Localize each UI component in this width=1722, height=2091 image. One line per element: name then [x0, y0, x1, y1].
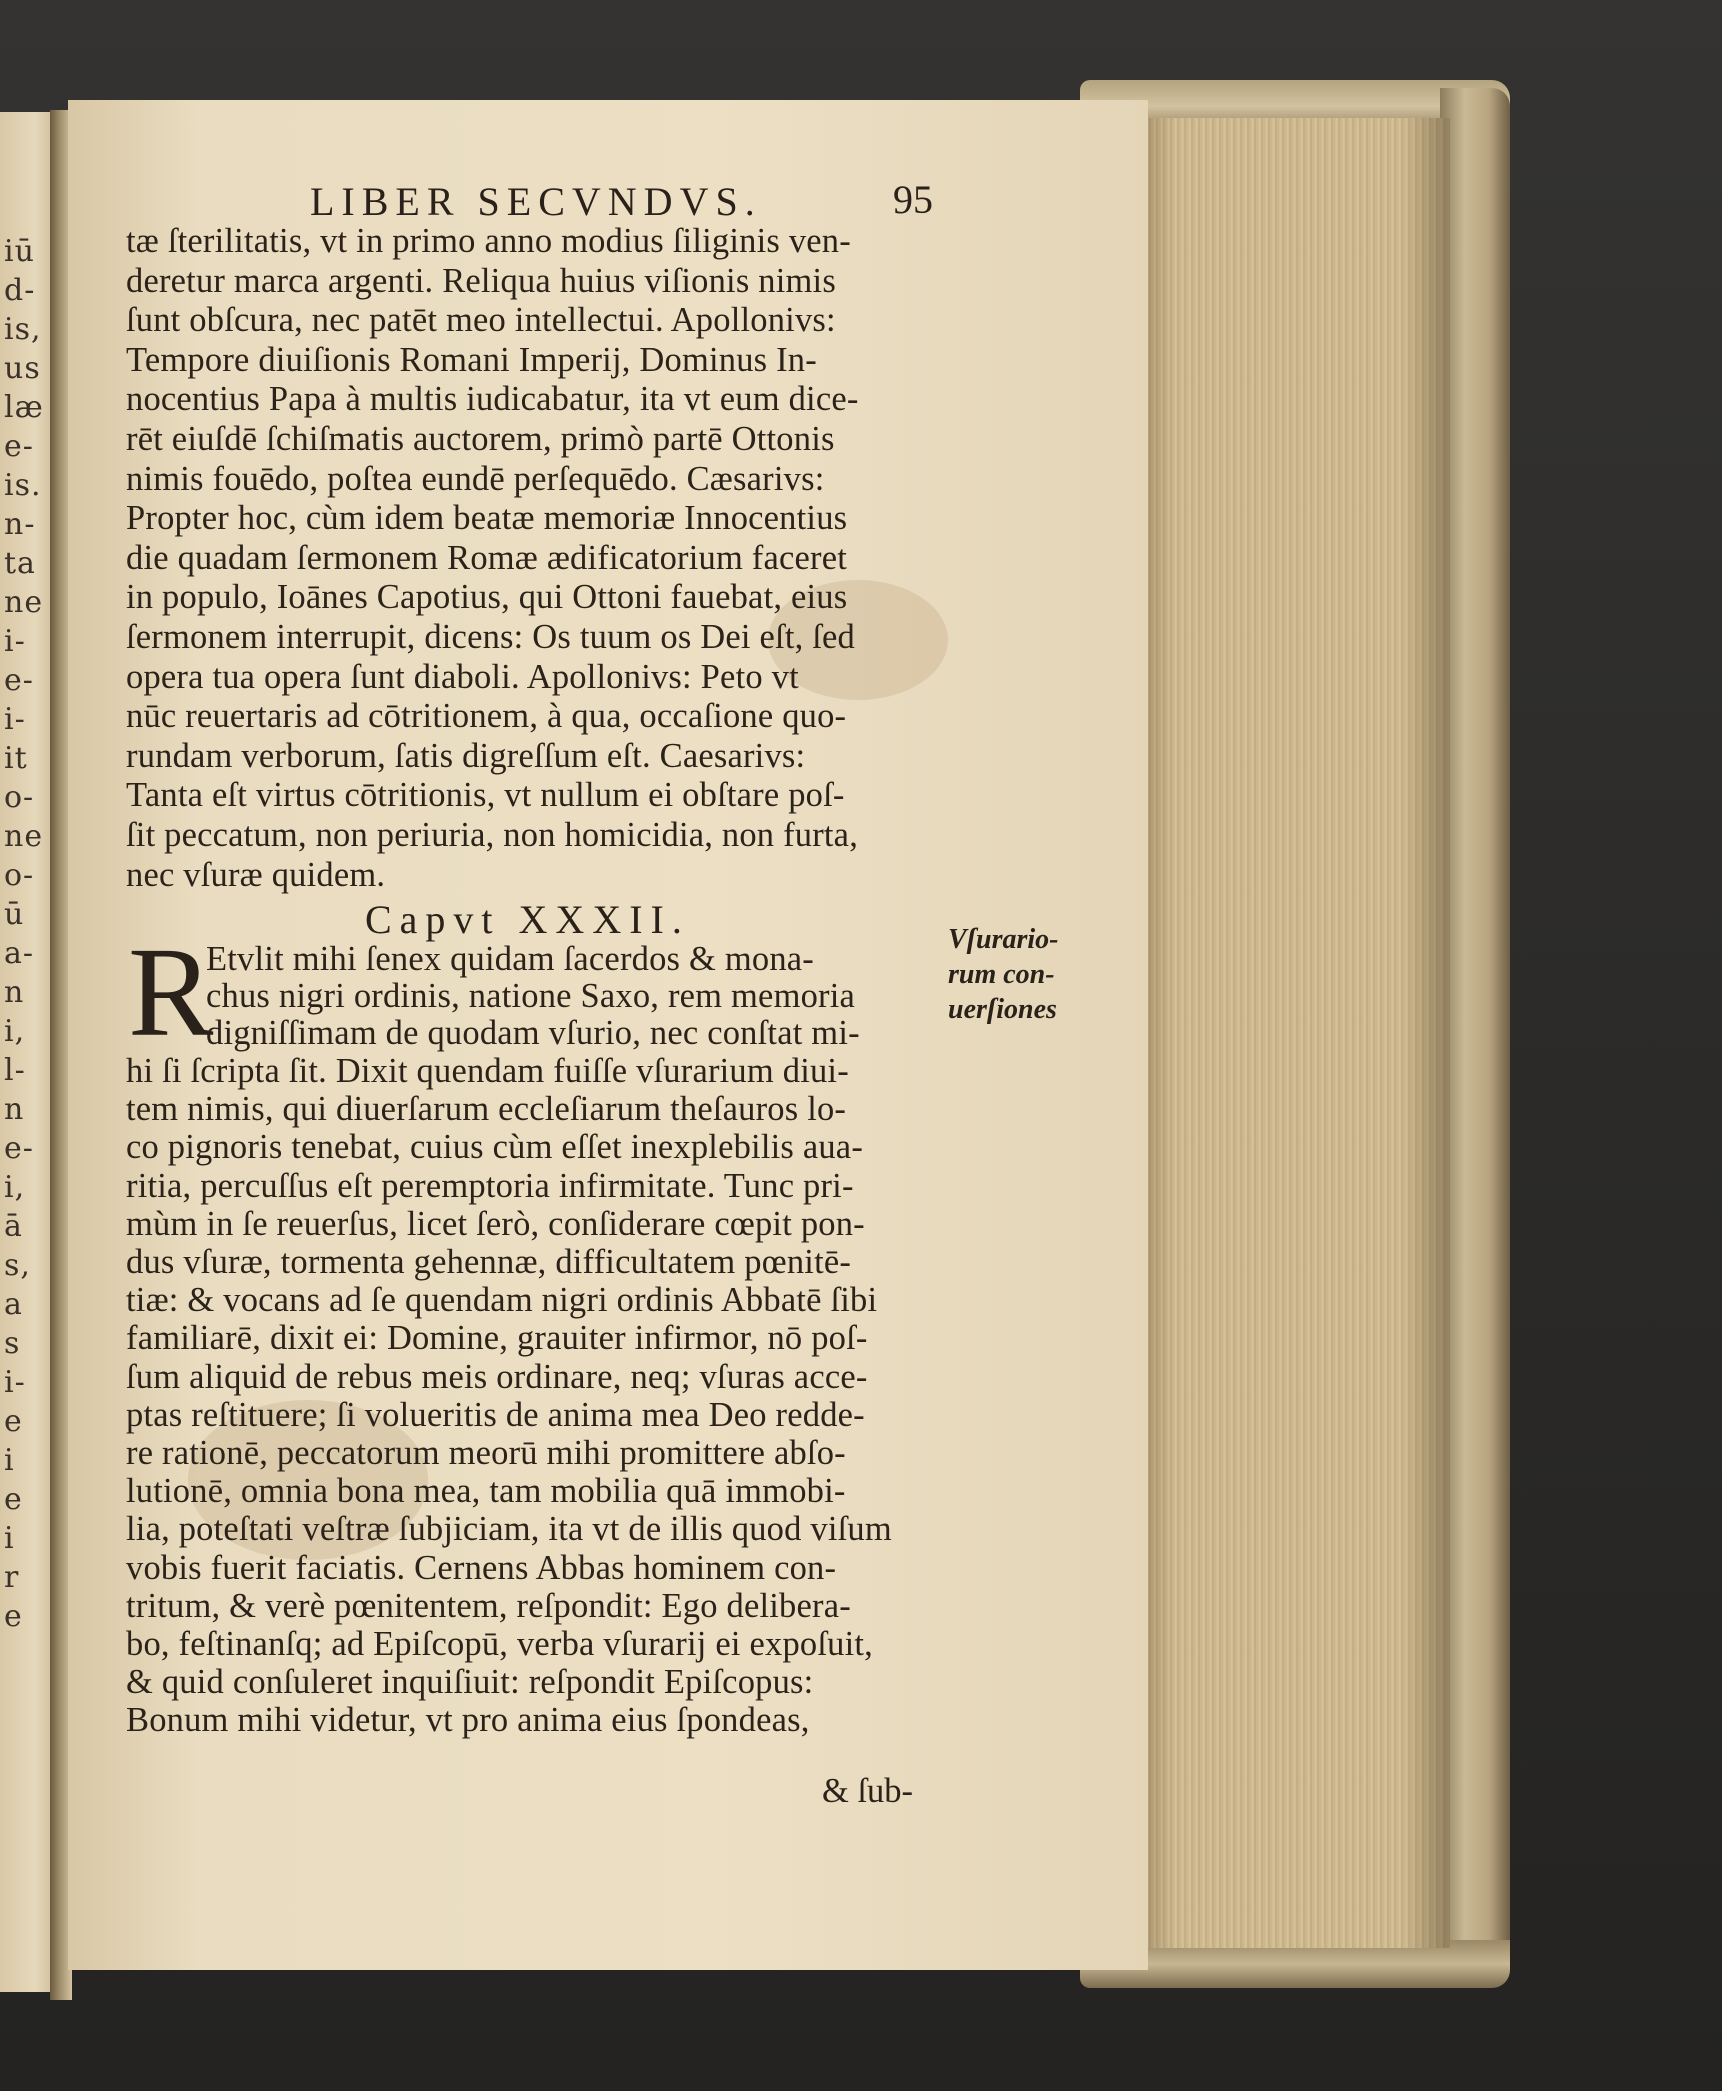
left-page-text-fragment: i- [4, 702, 26, 737]
text-line: ſermonem interrupit, dicens: Os tuum os Dei eſt, ſed [126, 618, 856, 656]
text-line: digniſſimam de quodam vſurio, nec conſtat mi- [206, 1014, 860, 1052]
text-line: nec vſuræ quidem. [126, 855, 386, 894]
left-page-text-fragment: is, [4, 312, 42, 347]
left-page-text-fragment: iū [4, 234, 35, 269]
left-page-text-fragment: is. [4, 468, 42, 503]
left-page-text-fragment: e [4, 1404, 23, 1439]
catchword: & ſub- [822, 1772, 914, 1810]
left-page-text-fragment: læ [4, 390, 44, 425]
text-line: Bonum mihi videtur, vt pro anima eius ſpondeas, [126, 1701, 810, 1740]
left-page-text-fragment: n [4, 1092, 25, 1127]
text-line: tæ ſterilitatis, vt in primo anno modius ſiliginis ven- [126, 222, 851, 260]
left-page-text-fragment: s [4, 1326, 21, 1361]
text-line: lutionē, omnia bona mea, tam mobilia quā immobi- [126, 1472, 846, 1511]
marginal-note-line: rum con- [948, 959, 1055, 990]
text-line: ptas reſtituere; ſi volueritis de anima mea Deo redde- [126, 1395, 865, 1434]
text-line: & quid conſuleret inquiſiuit: reſpondit Epiſcopus: [126, 1663, 814, 1702]
left-page-text-fragment: s, [4, 1248, 31, 1283]
text-line: chus nigri ordinis, natione Saxo, rem memoria [206, 977, 856, 1015]
left-page-text-fragment: e [4, 1599, 23, 1634]
left-page-text-fragment: l- [4, 1053, 26, 1088]
left-page-text-fragment: i, [4, 1170, 26, 1205]
left-page-text-fragment: e- [4, 429, 34, 464]
text-line: mùm in ſe reuerſus, licet ſerò, conſiderare cœpit pon- [126, 1204, 865, 1243]
running-head: LIBER SECVNDVS. [310, 179, 762, 224]
text-line: dus vſuræ, tormenta gehennæ, difficultatem pœnitē- [126, 1243, 852, 1281]
marginal-note [948, 922, 1088, 1027]
left-page-text-fragment: i- [4, 624, 26, 659]
text-line: familiarē, dixit ei: Domine, grauiter infirmor, nō poſ- [126, 1319, 868, 1358]
text-line: in populo, Ioānes Capotius, qui Ottoni fauebat, eius [126, 578, 848, 617]
left-page-text-fragment: e- [4, 663, 34, 698]
text-line: nimis fouēdo, poſtea eundē perſequēdo. Cæsarivs: [126, 459, 825, 498]
text-line: rēt eiuſdē ſchiſmatis auctorem, primò partē Ottonis [126, 420, 835, 458]
text-line: co pignoris tenebat, cuius cùm eſſet inexplebilis aua- [126, 1128, 864, 1167]
text-line: ſunt obſcura, nec patēt meo intellectui. Apollonivs: [126, 301, 836, 340]
text-line: rundam verborum, ſatis digreſſum eſt. Caesarivs: [126, 736, 806, 775]
marginal-note-line: Vſurario- [948, 924, 1059, 955]
text-line: die quadam ſermonem Romæ ædificatorium faceret [126, 538, 848, 577]
left-page-text-fragment: ne [4, 585, 44, 620]
text-line: tritum, & verè pœnitentem, reſpondit: Ego delibera- [126, 1586, 851, 1625]
left-page-text-fragment: a- [4, 936, 35, 971]
left-page-text-fragment: n- [4, 507, 36, 542]
drop-cap-initial: R [128, 921, 214, 1063]
left-page-text-fragment: i [4, 1443, 15, 1478]
fore-edge-shading [1138, 118, 1450, 1948]
text-line: nūc reuertaris ad cōtritionem, à qua, occaſione quo- [126, 697, 847, 736]
left-page-text-fragment: it [4, 741, 28, 776]
left-page-text-fragment: e [4, 1482, 23, 1517]
left-page-text-fragment: o- [4, 780, 35, 815]
page-number: 95 [893, 177, 933, 222]
left-page-text-fragment: o- [4, 858, 35, 893]
text-line: bo, feſtinanſq; ad Epiſcopū, verba vſurarij ei expoſuit, [126, 1625, 873, 1663]
text-line: lia, poteſtati veſtræ ſubjiciam, ita vt de illis quod viſum [126, 1510, 892, 1549]
text-line: hi ſi ſcripta ſit. Dixit quendam fuiſſe vſurarium diui- [126, 1052, 849, 1090]
text-line: Tempore diuiſionis Romani Imperij, Dominus In- [126, 340, 817, 379]
left-page-text-fragment: i, [4, 1014, 26, 1049]
left-page-text-fragment: us [4, 351, 41, 386]
text-line: ſum aliquid de rebus meis ordinare, neq; vſuras acce- [126, 1357, 868, 1396]
left-page-text-fragment: r [4, 1560, 20, 1595]
left-page-text-fragment: ne [4, 819, 44, 854]
text-line: deretur marca argenti. Reliqua huius viſionis nimis [126, 261, 836, 300]
left-page-text-fragment: e- [4, 1131, 34, 1166]
left-page-text-fragment: n [4, 975, 25, 1010]
text-line: nocentius Papa à multis iudicabatur, ita vt eum dice- [126, 380, 859, 419]
left-page-text-fragment: ta [4, 546, 36, 581]
text-line: tiæ: & vocans ad ſe quendam nigri ordinis Abbatē ſibi [126, 1281, 878, 1320]
left-page-text-fragment: i- [4, 1365, 26, 1400]
text-line: Tanta eſt virtus cōtritionis, vt nullum ei obſtare poſ- [126, 776, 845, 815]
left-page-text-fragment: ā [4, 1209, 23, 1244]
text-line: tem nimis, qui diuerſarum eccleſiarum theſauros lo- [126, 1090, 847, 1129]
text-line: vobis fuerit faciatis. Cernens Abbas hominem con- [126, 1548, 837, 1587]
text-line: ſit peccatum, non periuria, non homicidia, non furta, [126, 816, 859, 854]
text-line: Propter hoc, cùm idem beatæ memoriæ Innocentius [126, 499, 848, 538]
text-line: opera tua opera ſunt diaboli. Apollonivs: Peto vt [126, 657, 799, 696]
text-line: ritia, percuſſus eſt peremptoria infirmitate. Tunc pri- [126, 1166, 854, 1205]
left-page-text-fragment: d- [4, 273, 36, 308]
left-page-text-fragment: ū [4, 897, 25, 932]
left-page-text-fragment: i [4, 1521, 15, 1556]
chapter-heading: Capvt XXXII. [365, 897, 690, 942]
text-line: Etvlit mihi ſenex quidam ſacerdos & mona- [206, 940, 814, 978]
left-page-text-fragment: a [4, 1287, 23, 1322]
book-cover-edge [1440, 88, 1510, 1983]
text-line: re rationē, peccatorum meorū mihi promittere abſo- [126, 1434, 846, 1472]
marginal-note-line: uerſiones [948, 994, 1057, 1025]
